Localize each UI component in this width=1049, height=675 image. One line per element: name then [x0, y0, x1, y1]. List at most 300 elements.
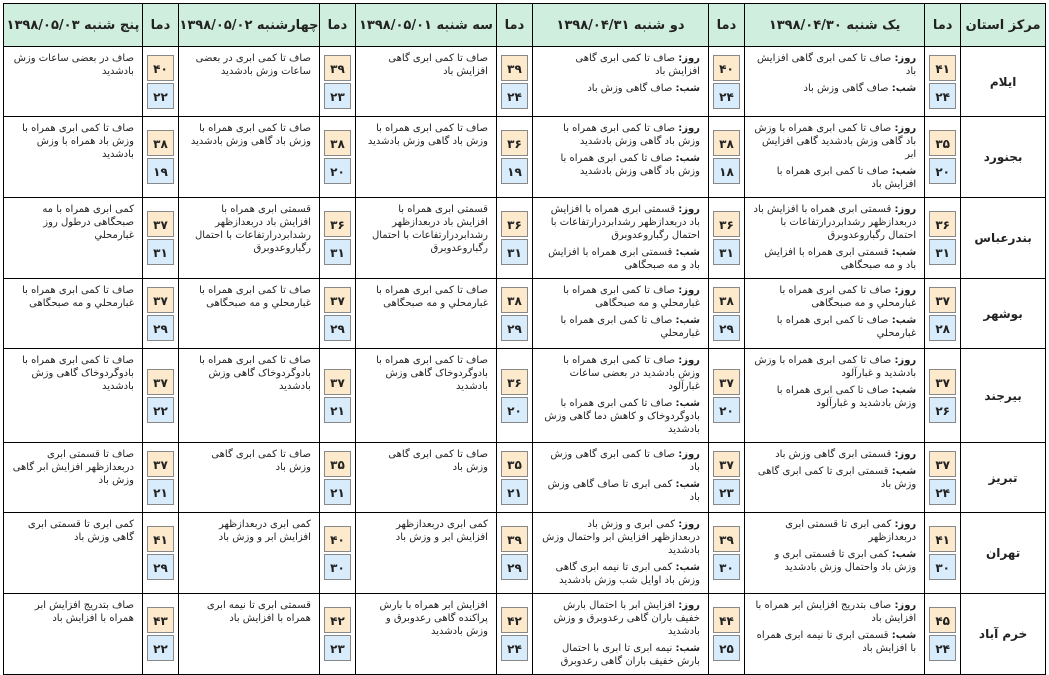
forecast-day [541, 599, 700, 638]
forecast-cell [4, 513, 143, 594]
table-row [4, 279, 1046, 349]
header-day-5: پنج شنبه ۱۳۹۸/۰۵/۰۳ [4, 4, 143, 47]
temp-min: ۲۴ [929, 635, 956, 661]
forecast-cell [4, 443, 143, 513]
forecast-text: صاف تا کمی ابری گاهی وزش باد [211, 449, 311, 473]
temp-min: ۲۹ [713, 315, 740, 341]
temp-cell [319, 349, 355, 443]
day-text: صاف تا کمی ابری گاهی افزایش باد [757, 53, 917, 77]
temp-max: ۳۷ [713, 451, 740, 477]
day-label: روز: [894, 53, 917, 64]
temp-min: ۲۱ [324, 479, 351, 505]
night-text: کمی ابری تا قسمتی ابری و وزش باد واحتمال وزش بادشدید [774, 549, 917, 573]
forecast-night [541, 246, 700, 272]
temp-min: ۲۸ [929, 315, 956, 341]
temp-min: ۲۴ [501, 83, 528, 109]
forecast-day [753, 448, 916, 461]
province-name: تبریز [961, 443, 1046, 513]
forecast-cell [744, 443, 924, 513]
temp-max: ۳۸ [713, 287, 740, 313]
day-label: روز: [894, 123, 917, 134]
forecast-cell [178, 443, 319, 513]
day-text: صاف بتدریج افزایش ابر همراه با افزایش باد [755, 600, 917, 624]
forecast-cell [744, 47, 924, 117]
temp-max: ۳۸ [147, 130, 174, 156]
temp-max: ۳۷ [147, 451, 174, 477]
forecast-text: صاف تا کمی ابری در بعضی ساعات وزش بادشدید [195, 53, 311, 77]
temp-cell [925, 47, 961, 117]
temp-min: ۲۶ [929, 397, 956, 423]
forecast-text: کمی ابری همراه با مه صبحگاهی درطول روز غبارمحلي [42, 204, 134, 241]
forecast-cell [355, 443, 496, 513]
temp-cell [319, 117, 355, 198]
day-label: روز: [678, 519, 700, 530]
forecast-text: قسمتی ابری همراه با افزایش باد دربعدازظهر رشدابردرارتفاعات با احتمال رگباروعدوبرق [371, 204, 488, 254]
table-row [4, 594, 1046, 675]
temp-max: ۳۷ [929, 369, 956, 395]
night-label: شب: [891, 466, 917, 477]
day-label: روز: [678, 285, 700, 296]
forecast-night [541, 82, 700, 95]
temp-min: ۲۹ [147, 554, 174, 580]
temp-max: ۳۸ [713, 130, 740, 156]
temp-min: ۱۹ [147, 158, 174, 184]
temp-min: ۳۱ [501, 239, 528, 265]
temp-cell [142, 594, 178, 675]
forecast-text: قسمتی ابری همراه با افزایش باد دربعدازظهر رشدابردرارتفاعات با احتمال رگباروعدوبرق [194, 204, 311, 254]
forecast-text: صاف تا کمی ابری گاهی افزایش باد [388, 53, 488, 77]
forecast-day [753, 518, 916, 544]
temp-min: ۲۴ [501, 635, 528, 661]
temp-max: ۳۶ [501, 369, 528, 395]
temp-min: ۳۰ [713, 554, 740, 580]
temp-cell [925, 594, 961, 675]
table-row [4, 513, 1046, 594]
day-label: روز: [894, 449, 917, 460]
night-label: شب: [675, 562, 700, 573]
temp-cell [142, 117, 178, 198]
temp-cell [496, 513, 532, 594]
temp-min: ۱۸ [713, 158, 740, 184]
temp-cell [319, 443, 355, 513]
temp-max: ۳۵ [929, 130, 956, 156]
forecast-text: صاف تا کمی ابری همراه با غبارمحلي و مه صبحگاهی [376, 285, 488, 309]
header-temp: دما [319, 4, 355, 47]
night-text: کمی ابری تا نیمه ابری گاهی وزش باد اوایل شب وزش بادشدید [555, 562, 700, 586]
forecast-text: صاف تا کمی ابری همراه با غبارمحلي و مه صبحگاهی [22, 285, 134, 309]
night-label: شب: [675, 83, 700, 94]
temp-min: ۲۹ [501, 554, 528, 580]
forecast-cell [4, 117, 143, 198]
forecast-day [753, 599, 916, 625]
temp-cell [496, 198, 532, 279]
temp-max: ۴۰ [147, 55, 174, 81]
forecast-cell [4, 198, 143, 279]
day-text: افزایش ابر با احتمال بارش خفیف باران گاهی رعدوبرق و وزش بادشدید [553, 600, 700, 637]
temp-cell [496, 443, 532, 513]
temp-min: ۳۱ [147, 239, 174, 265]
temp-max: ۳۸ [501, 287, 528, 313]
forecast-cell [532, 279, 708, 349]
temp-min: ۲۱ [501, 479, 528, 505]
night-label: شب: [675, 153, 700, 164]
forecast-text: صاف بتدریج افزایش ابر همراه با افزایش باد [34, 600, 134, 624]
day-label: روز: [678, 600, 700, 611]
forecast-day [541, 52, 700, 78]
forecast-text: صاف تا کمی ابری همراه با بادوگردوخاک گاهی وزش بادشدید [376, 355, 488, 392]
forecast-day [541, 203, 700, 242]
forecast-cell [532, 513, 708, 594]
forecast-cell [744, 349, 924, 443]
header-temp: دما [925, 4, 961, 47]
night-text: صاف تا کمی ابری همراه با وزش باد گاهی وزش بادشدید [560, 153, 700, 177]
temp-max: ۳۷ [929, 451, 956, 477]
forecast-day [753, 52, 916, 78]
province-name: بوشهر [961, 279, 1046, 349]
day-text: صاف تا کمی ابری همراه با وزش باد گاهی وزش بادشدید گاهی افزایش ابر [754, 123, 917, 160]
temp-min: ۳۱ [324, 239, 351, 265]
day-text: صاف تا کمی ابری همراه با غبارمحلي و مه صبحگاهی [563, 285, 700, 309]
temp-cell [708, 513, 744, 594]
temp-max: ۳۷ [929, 287, 956, 313]
temp-max: ۳۷ [147, 369, 174, 395]
temp-cell [925, 279, 961, 349]
header-day-4: چهارشنبه ۱۳۹۸/۰۵/۰۲ [178, 4, 319, 47]
forecast-cell [4, 279, 143, 349]
header-day-1: یک شنبه ۱۳۹۸/۰۴/۳۰ [744, 4, 924, 47]
header-row [4, 4, 1046, 47]
temp-min: ۲۳ [713, 479, 740, 505]
temp-min: ۲۴ [929, 83, 956, 109]
temp-cell [142, 279, 178, 349]
forecast-text: صاف تا کمی ابری همراه با بادوگردوخاک گاهی وزش بادشدید [22, 355, 134, 392]
temp-max: ۴۱ [929, 55, 956, 81]
forecast-cell [532, 47, 708, 117]
temp-cell [925, 117, 961, 198]
temp-min: ۲۳ [324, 83, 351, 109]
temp-max: ۳۷ [147, 287, 174, 313]
header-day-2: دو شنبه ۱۳۹۸/۰۴/۳۱ [532, 4, 708, 47]
temp-min: ۲۰ [324, 158, 351, 184]
temp-max: ۴۲ [501, 607, 528, 633]
day-label: روز: [894, 285, 917, 296]
forecast-cell [355, 198, 496, 279]
temp-min: ۲۰ [929, 158, 956, 184]
forecast-text: افزایش ابر همراه با بارش پراکنده گاهی رعدوبرق و وزش بادشدید [379, 600, 488, 637]
temp-min: ۲۲ [147, 635, 174, 661]
day-text: صاف تا کمی ابری همراه با غبارمحلي و مه صبحگاهی [779, 285, 917, 309]
table-row [4, 198, 1046, 279]
temp-max: ۳۷ [324, 287, 351, 313]
forecast-day [753, 354, 916, 380]
temp-max: ۴۳ [147, 607, 174, 633]
day-label: روز: [678, 53, 700, 64]
night-label: شب: [891, 315, 917, 326]
forecast-night [753, 548, 916, 574]
night-text: قسمتی ابری همراه با افزایش باد و مه صبحگاهی [764, 247, 917, 271]
forecast-cell [178, 279, 319, 349]
day-text: قسمتی ابری همراه با افزایش باد دربعدازظهر رشدابردرارتفاعات با احتمال رگباروعدوبرق [753, 204, 917, 241]
forecast-cell [355, 117, 496, 198]
temp-max: ۳۶ [713, 211, 740, 237]
temp-min: ۲۲ [147, 83, 174, 109]
forecast-night [541, 314, 700, 340]
forecast-night [753, 384, 916, 410]
temp-cell [925, 443, 961, 513]
temp-cell [708, 198, 744, 279]
day-text: صاف تا کمی ابری همراه با وزش بادشدید و غبارآلود [754, 355, 917, 379]
night-label: شب: [675, 643, 700, 654]
forecast-text: صاف در بعضی ساعات وزش بادشدید [13, 53, 134, 77]
temp-cell [142, 198, 178, 279]
temp-max: ۴۱ [147, 526, 174, 552]
day-label: روز: [678, 204, 700, 215]
temp-max: ۴۰ [324, 526, 351, 552]
temp-min: ۳۱ [713, 239, 740, 265]
forecast-cell [4, 349, 143, 443]
temp-cell [142, 443, 178, 513]
header-temp: دما [142, 4, 178, 47]
header-province: مرکز استان [961, 4, 1046, 47]
temp-min: ۲۱ [324, 397, 351, 423]
night-text: قسمتی ابری تا کمی ابری گاهی وزش باد [757, 466, 917, 490]
night-text: صاف تا کمی ابری همراه با افزایش باد [776, 166, 917, 190]
temp-min: ۲۳ [324, 635, 351, 661]
night-text: نیمه ابری تا ابری با احتمال بارش خفیف باران گاهی رعدوبرق [560, 643, 700, 667]
forecast-cell [4, 47, 143, 117]
day-text: صاف تا کمی ابری همراه با وزش بادشدید در بعضی ساعات غبارآلود [563, 355, 700, 392]
temp-cell [708, 443, 744, 513]
forecast-night [753, 629, 916, 655]
forecast-night [753, 314, 916, 340]
temp-min: ۳۰ [929, 554, 956, 580]
table-row [4, 443, 1046, 513]
night-label: شب: [891, 630, 917, 641]
forecast-table [3, 3, 1046, 675]
temp-cell [496, 349, 532, 443]
temp-cell [319, 47, 355, 117]
night-text: صاف گاهی وزش باد [803, 83, 889, 94]
temp-max: ۳۵ [501, 451, 528, 477]
forecast-cell [355, 349, 496, 443]
forecast-cell [178, 513, 319, 594]
forecast-night [753, 465, 916, 491]
forecast-day [541, 122, 700, 148]
night-label: شب: [891, 83, 917, 94]
temp-min: ۲۰ [501, 397, 528, 423]
temp-cell [496, 594, 532, 675]
night-label: شب: [675, 315, 700, 326]
province-name: بندرعباس [961, 198, 1046, 279]
day-label: روز: [894, 600, 917, 611]
day-label: روز: [894, 204, 917, 215]
forecast-text: صاف تا کمی ابری همراه با وزش باد گاهی وزش بادشدید [367, 123, 488, 147]
temp-max: ۳۵ [324, 451, 351, 477]
forecast-day [541, 284, 700, 310]
temp-cell [708, 279, 744, 349]
temp-max: ۳۹ [501, 55, 528, 81]
table-row [4, 349, 1046, 443]
forecast-cell [532, 443, 708, 513]
forecast-cell [355, 513, 496, 594]
forecast-cell [178, 349, 319, 443]
forecast-night [541, 152, 700, 178]
forecast-text: کمی ابری دربعدازظهر افزایش ابر و وزش باد [395, 519, 488, 543]
forecast-cell [532, 349, 708, 443]
table-row [4, 117, 1046, 198]
night-label: شب: [891, 385, 917, 396]
temp-max: ۳۹ [713, 526, 740, 552]
province-name: خرم آباد [961, 594, 1046, 675]
temp-min: ۲۹ [324, 315, 351, 341]
forecast-text: صاف تا کمی ابری همراه با وزش باد همراه با وزش بادشدید [22, 123, 134, 160]
temp-max: ۳۶ [324, 211, 351, 237]
forecast-night [753, 82, 916, 95]
temp-min: ۲۹ [147, 315, 174, 341]
day-text: قسمتی ابری گاهی وزش باد [775, 449, 892, 460]
night-label: شب: [675, 479, 700, 490]
temp-max: ۴۲ [324, 607, 351, 633]
night-text: صاف تا کمی ابری همراه با وزش بادشدید و غبارآلود [776, 385, 917, 409]
day-text: صاف تا کمی ابری گاهی وزش باد [550, 449, 700, 473]
forecast-cell [532, 117, 708, 198]
day-text: قسمتی ابری همراه با افزایش باد دربعدازظهر رشدابردرارتفاعات با احتمال رگباروعدوبرق [550, 204, 700, 241]
temp-cell [142, 47, 178, 117]
temp-min: ۲۰ [713, 397, 740, 423]
forecast-night [541, 642, 700, 668]
temp-min: ۲۴ [929, 479, 956, 505]
night-text: کمی ابری تا صاف گاهی وزش باد [547, 479, 700, 503]
night-text: قسمتی ابری تا نیمه ابری همراه با افزایش باد [756, 630, 917, 654]
forecast-cell [178, 594, 319, 675]
day-label: روز: [894, 519, 917, 530]
temp-cell [925, 513, 961, 594]
temp-cell [708, 594, 744, 675]
temp-max: ۳۷ [713, 369, 740, 395]
forecast-cell [744, 594, 924, 675]
province-name: بجنورد [961, 117, 1046, 198]
temp-cell [319, 594, 355, 675]
temp-cell [708, 47, 744, 117]
night-label: شب: [675, 398, 700, 409]
temp-cell [319, 279, 355, 349]
night-text: صاف تا کمی ابری همراه با غبارمحلي [560, 315, 700, 339]
temp-min: ۲۴ [713, 83, 740, 109]
forecast-text: صاف تا کمی ابری گاهی وزش باد [388, 449, 488, 473]
forecast-cell [744, 198, 924, 279]
temp-max: ۳۸ [324, 130, 351, 156]
day-label: روز: [894, 355, 917, 366]
temp-cell [496, 47, 532, 117]
forecast-cell [744, 117, 924, 198]
day-label: روز: [678, 449, 700, 460]
night-label: شب: [675, 247, 700, 258]
temp-max: ۴۴ [713, 607, 740, 633]
forecast-day [541, 448, 700, 474]
temp-cell [496, 117, 532, 198]
forecast-cell [178, 198, 319, 279]
forecast-text: صاف تا کمی ابری همراه با بادوگردوخاک گاهی وزش بادشدید [199, 355, 311, 392]
day-text: کمی ابری و وزش باد دربعدازظهر افزایش ابر واحتمال وزش بادشدید [542, 519, 700, 556]
night-text: صاف تا کمی ابری همراه با بادوگردوخاک و کاهش دما گاهی وزش بادشدید [544, 398, 700, 435]
temp-min: ۳۱ [929, 239, 956, 265]
forecast-cell [355, 47, 496, 117]
province-name: تهران [961, 513, 1046, 594]
forecast-text: صاف تا قسمتی ابری دربعدازظهر افزایش ابر گاهی وزش باد [12, 449, 134, 486]
day-text: کمی ابری تا قسمتی ابری دربعدازظهر [785, 519, 917, 543]
night-text: صاف تا کمی ابری همراه با غبارمحلي [776, 315, 917, 339]
temp-max: ۳۶ [501, 211, 528, 237]
temp-cell [708, 349, 744, 443]
temp-cell [319, 198, 355, 279]
forecast-cell [178, 47, 319, 117]
forecast-text: کمی ابری دربعدازظهر افزایش ابر و وزش باد [218, 519, 311, 543]
temp-max: ۴۰ [713, 55, 740, 81]
night-text: صاف گاهی وزش باد [587, 83, 673, 94]
temp-max: ۳۹ [324, 55, 351, 81]
forecast-text: صاف تا کمی ابری همراه با وزش باد گاهی وزش بادشدید [190, 123, 311, 147]
temp-min: ۲۱ [147, 479, 174, 505]
temp-max: ۳۶ [929, 211, 956, 237]
forecast-night [541, 478, 700, 504]
forecast-cell [355, 594, 496, 675]
temp-min: ۲۹ [501, 315, 528, 341]
day-label: روز: [678, 123, 700, 134]
temp-cell [496, 279, 532, 349]
day-label: روز: [678, 355, 700, 366]
temp-max: ۳۷ [324, 369, 351, 395]
temp-cell [319, 513, 355, 594]
table-row [4, 47, 1046, 117]
temp-min: ۱۹ [501, 158, 528, 184]
night-label: شب: [891, 549, 917, 560]
forecast-cell [532, 594, 708, 675]
header-temp: دما [496, 4, 532, 47]
forecast-night [753, 246, 916, 272]
forecast-night [753, 165, 916, 191]
forecast-day [753, 203, 916, 242]
forecast-cell [532, 198, 708, 279]
forecast-cell [355, 279, 496, 349]
night-label: شب: [891, 166, 917, 177]
forecast-text: قسمتی ابری تا نیمه ابری همراه با افزایش باد [206, 600, 311, 624]
temp-min: ۲۵ [713, 635, 740, 661]
forecast-day [753, 122, 916, 161]
forecast-cell [4, 594, 143, 675]
forecast-cell [178, 117, 319, 198]
temp-cell [925, 349, 961, 443]
forecast-text: صاف تا کمی ابری همراه با غبارمحلي و مه صبحگاهی [199, 285, 311, 309]
header-day-3: سه شنبه ۱۳۹۸/۰۵/۰۱ [355, 4, 496, 47]
forecast-day [753, 284, 916, 310]
temp-cell [142, 349, 178, 443]
night-label: شب: [891, 247, 917, 258]
forecast-cell [744, 513, 924, 594]
header-temp: دما [708, 4, 744, 47]
temp-max: ۳۹ [501, 526, 528, 552]
temp-max: ۴۵ [929, 607, 956, 633]
forecast-cell [744, 279, 924, 349]
temp-max: ۳۶ [501, 130, 528, 156]
forecast-night [541, 561, 700, 587]
temp-min: ۲۲ [147, 397, 174, 423]
temp-cell [925, 198, 961, 279]
forecast-day [541, 518, 700, 557]
temp-max: ۴۱ [929, 526, 956, 552]
temp-min: ۳۰ [324, 554, 351, 580]
temp-cell [708, 117, 744, 198]
forecast-day [541, 354, 700, 393]
